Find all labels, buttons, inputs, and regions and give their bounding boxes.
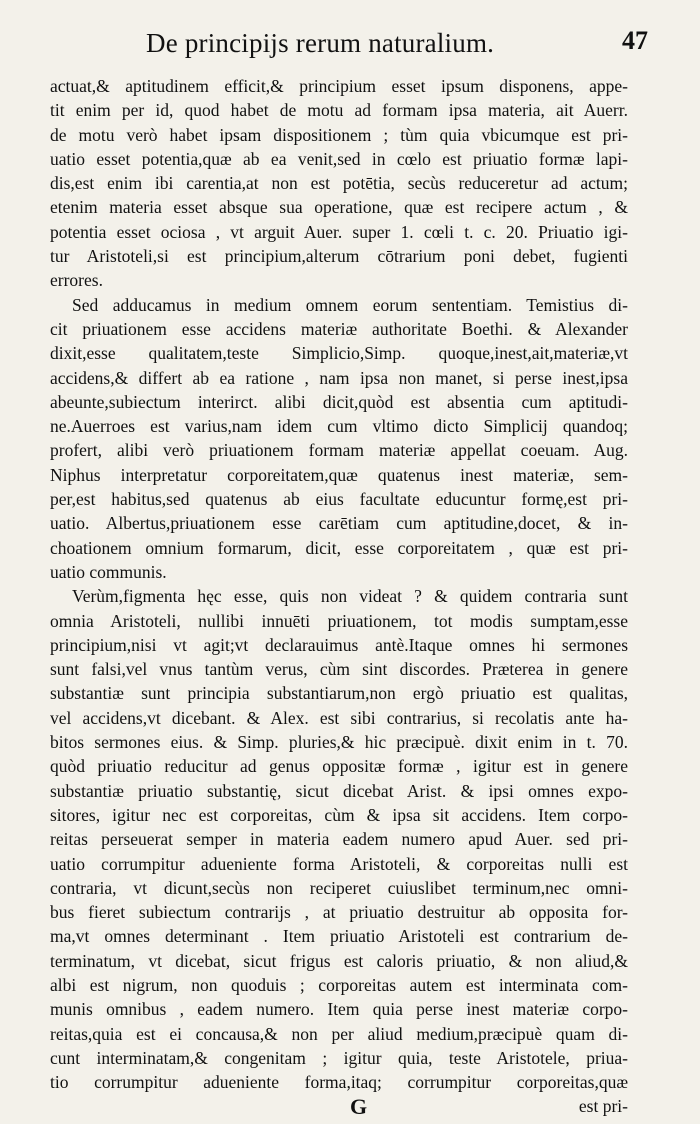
text-line: substantiæ priuatio substantię, sicut dicebat Arist. & ipsi omnes expo- [50, 780, 628, 801]
text-line: abeunte,subiectum interirct. alibi dicit,quòd est absentia cum aptitudi- [50, 391, 628, 412]
text-line: dis,est enim ibi carentia,at non est potētia, secùs reduceretur ad actum; [50, 173, 628, 194]
text-line: Verùm,figmenta hęc esse, quis non videat ? & quidem contraria sunt [72, 586, 628, 607]
text-line: terminatum, vt dicebat, sicut frigus est caloris priuatio, & non aliud,& [50, 950, 628, 971]
text-line: uatio esset potentia,quæ ab ea venit,sed in cœlo est priuatio formæ lapi- [50, 148, 628, 169]
text-line: reitas perseuerat semper in materia eadem numero apud Auer. sed pri- [50, 829, 628, 850]
text-line: bitos sermones eius. & Simp. pluries,& hic præcipuè. dixit enim in t. 70. [50, 732, 628, 753]
body-text [50, 74, 628, 1094]
text-line: per,est habitus,sed quatenus ab eius facultate educuntur formę,est pri- [50, 489, 628, 510]
text-line: reitas,quia est ei concausa,& non per aliud medium,præcipuè quam di- [50, 1023, 628, 1044]
text-line: cunt interminatam,& congenitam ; igitur quia, teste Aristotele, priua- [50, 1047, 628, 1068]
catchword: est pri- [578, 1096, 628, 1117]
text-line: tit enim per id, quod habet de motu ad formam ipsa materia, ait Auerr. [50, 100, 628, 121]
text-line: uatio communis. [50, 561, 167, 582]
text-line: ne.Auerroes est varius,nam idem cum vltimo dicto Simplicij quandoq; [50, 416, 628, 437]
page-number: 47 [622, 26, 648, 55]
text-line: Sed adducamus in medium omnem eorum sententiam. Temistius di- [72, 294, 628, 315]
text-line: bus fieret subiectum contrarijs , at priuatio destruitur ab opposita for- [50, 902, 628, 923]
text-line: choationem omnium formarum, dicit, esse corporeitatem , quæ est pri- [50, 537, 628, 558]
page-footer [50, 1094, 628, 1124]
text-line: principium,nisi vt agit;vt declarauimus antè.Itaque omnes hi sermones [50, 634, 628, 655]
text-line: tio corrumpitur adueniente forma,itaq; corrumpitur corporeitas,quæ [50, 1072, 628, 1093]
text-line: errores. [50, 270, 103, 291]
text-line: vel accidens,vt dicebant. & Alex. est sibi contrarius, si recolatis ante ha- [50, 707, 628, 728]
text-line: contraria, vt dicunt,secùs non reciperet cuiuslibet terminum,nec omni- [50, 877, 628, 898]
text-line: sitores, igitur nec est corporeitas, cùm & ipsa sit accidens. Item corpo- [50, 804, 628, 825]
text-line: profert, alibi verò priuationem formam materiæ appellat coeuam. Aug. [50, 440, 628, 461]
text-line: uatio. Albertus,priuationem esse carētiam cum aptitudine,docet, & in- [50, 513, 628, 534]
text-line: omnia Aristoteli, nullibi innuēti priuationem, tot modis sumptam,esse [50, 610, 628, 631]
text-line: ma,vt omnes determinant . Item priuatio Aristoteli est contrarium de- [50, 926, 628, 947]
text-line: cit priuationem esse accidens materiæ authoritate Boethi. & Alexander [50, 318, 628, 339]
running-title: De principijs rerum naturalium. [146, 28, 495, 58]
text-line: de motu verò habet ipsam dispositionem ; tùm quia vbicumque est pri- [50, 124, 628, 145]
page-header [50, 22, 652, 74]
text-line: potentia esset ociosa , vt arguit Auer. super 1. cœli t. c. 20. Priuatio igi- [50, 221, 628, 242]
signature-mark: G [350, 1094, 368, 1120]
text-line: quòd priuatio reducitur ad genus oppositæ formæ , igitur est in genere [50, 756, 628, 777]
text-line: tur Aristoteli,si est principium,alterum cōtrarium poni debet, fugienti [50, 246, 628, 267]
text-line: munis omnibus , eadem numero. Item quia perse inest materiæ corpo- [50, 999, 628, 1020]
text-line: uatio corrumpitur adueniente forma Aristoteli, & corporeitas nulli est [50, 853, 628, 874]
text-line: dixit,esse qualitatem,teste Simplicio,Simp. quoque,inest,ait,materiæ,vt [50, 343, 628, 364]
text-line: substantiæ sunt principia substantiarum,non ergò priuatio est qualitas, [50, 683, 628, 704]
text-line: etenim materia esset absque sua operatione, quæ est recipere actum , & [50, 197, 628, 218]
text-line: Niphus interpretatur corporeitatem,quæ quatenus inest materiæ, sem- [50, 464, 628, 485]
text-line: albi est nigrum, non quoduis ; corporeitas autem est interminata com- [50, 974, 628, 995]
text-line: sunt falsi,vel vnus tantùm verus, cùm sint discordes. Præterea in genere [50, 659, 628, 680]
text-line: actuat,& aptitudinem efficit,& principium esset ipsum disponens, appe- [50, 76, 628, 96]
text-line: accidens,& differt ab ea ratione , nam ipsa non manet, si perse inest,ipsa [50, 367, 628, 388]
